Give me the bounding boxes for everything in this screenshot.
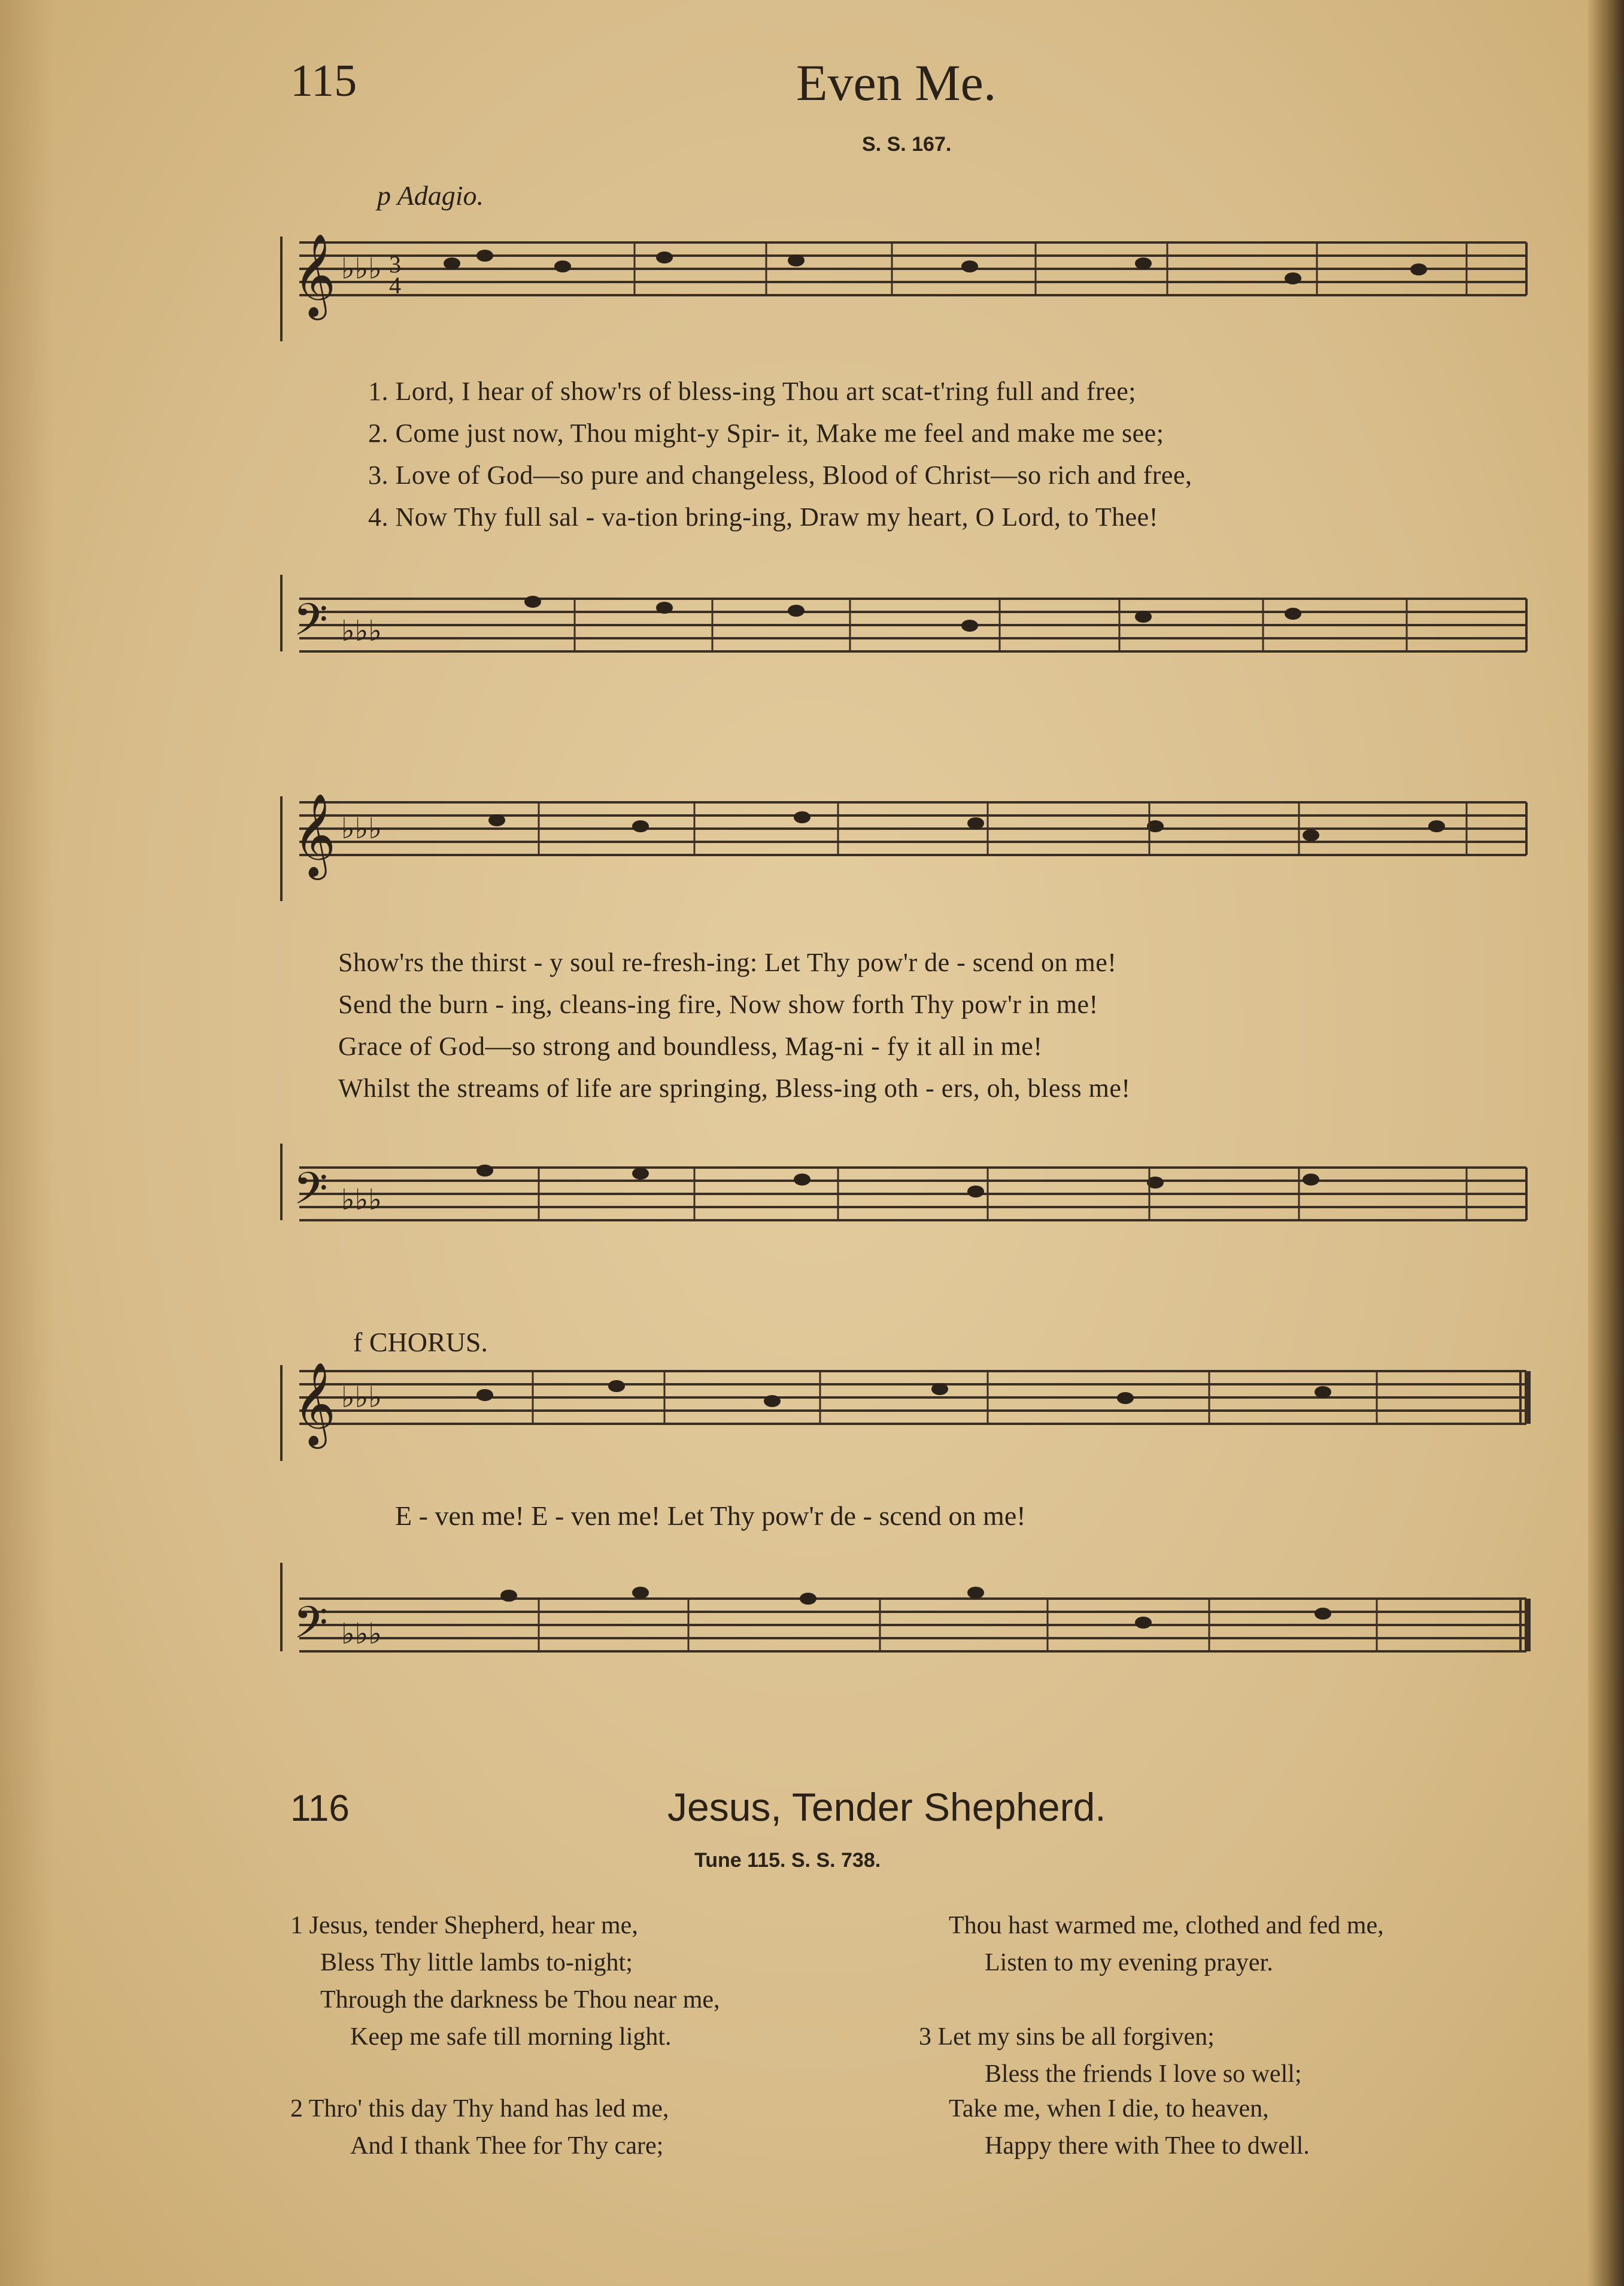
svg-text:♭♭♭: ♭♭♭ — [341, 1184, 382, 1216]
bass-staff-system-2 — [281, 1138, 1544, 1257]
chorus-label: f CHORUS. — [353, 1327, 488, 1357]
verse-3-line-1: 3. Love of God—so pure and changeless, Blood of Christ—so rich and free, — [368, 460, 1192, 490]
svg-text:𝄢: 𝄢 — [293, 594, 328, 657]
hymn-115-number: 115 — [290, 56, 357, 106]
svg-text:♭♭♭: ♭♭♭ — [341, 813, 382, 845]
svg-text:𝄞: 𝄞 — [293, 234, 336, 317]
stanza-1-line-1: 1 Jesus, tender Shepherd, hear me, — [290, 1912, 638, 1939]
svg-text:3: 3 — [389, 251, 401, 278]
treble-staff-system-1 — [281, 231, 1544, 350]
verse-1-line-2: Show'rs the thirst - y soul re-fresh-ing: Let Thy pow'r de - scend on me! — [338, 948, 1117, 977]
verse-2-line-2: Send the burn - ing, cleans-ing fire, Now show forth Thy pow'r in me! — [338, 990, 1098, 1019]
stanza-3-line-3: Take me, when I die, to heaven, — [949, 2095, 1269, 2123]
stanza-2-line-4: Listen to my evening prayer. — [985, 1949, 1273, 1976]
chorus-lyric: E - ven me! E - ven me! Let Thy pow'r de - scend on me! — [395, 1500, 1026, 1531]
hymn-116-tune-ref: Tune 115. S. S. 738. — [694, 1849, 881, 1872]
svg-text:♭♭♭: ♭♭♭ — [341, 1618, 382, 1650]
verse-1-line-1: 1. Lord, I hear of show'rs of bless-ing Thou art scat-t'ring full and free; — [368, 377, 1136, 406]
stanza-3-line-4: Happy there with Thee to dwell. — [985, 2132, 1310, 2160]
svg-text:♭♭♭: ♭♭♭ — [341, 1382, 382, 1414]
verse-3-line-2: Grace of God—so strong and boundless, Mag-ni - fy it all in me! — [338, 1032, 1043, 1061]
tempo-marking: p Adagio. — [377, 180, 484, 211]
stanza-1-line-3: Through the darkness be Thou near me, — [320, 1986, 720, 2014]
page-shadow-left — [0, 0, 54, 2286]
treble-staff-chorus — [281, 1359, 1544, 1467]
hymn-115-tune-ref: S. S. 167. — [862, 133, 952, 156]
verse-2-line-1: 2. Come just now, Thou might-y Spir- it, Make me feel and make me see; — [368, 419, 1164, 448]
svg-text:𝄢: 𝄢 — [293, 1163, 328, 1226]
verse-4-line-1: 4. Now Thy full sal - va-tion bring-ing, Draw my heart, O Lord, to Thee! — [368, 502, 1158, 532]
stanza-2-line-2: And I thank Thee for Thy care; — [350, 2132, 664, 2160]
stanza-1-line-2: Bless Thy little lambs to-night; — [320, 1949, 633, 1976]
hymn-116-number: 116 — [290, 1788, 350, 1829]
svg-text:4: 4 — [389, 272, 401, 299]
bass-staff-system-1 — [281, 575, 1544, 695]
stanza-2-line-1: 2 Thro' this day Thy hand has led me, — [290, 2095, 669, 2123]
verse-4-line-2: Whilst the streams of life are springing, Bless-ing oth - ers, oh, bless me! — [338, 1074, 1131, 1103]
hymn-115-title: Even Me. — [796, 54, 997, 111]
bass-staff-chorus — [281, 1557, 1544, 1676]
book-spine-edge — [1588, 0, 1624, 2286]
svg-text:♭♭♭: ♭♭♭ — [341, 616, 382, 647]
stanza-3-line-2: Bless the friends I love so well; — [985, 2060, 1302, 2088]
hymn-116-title: Jesus, Tender Shepherd. — [667, 1785, 1106, 1829]
svg-text:𝄞: 𝄞 — [293, 793, 336, 877]
svg-text:𝄞: 𝄞 — [293, 1362, 336, 1445]
svg-text:♭♭♭: ♭♭♭ — [341, 253, 382, 285]
treble-staff-system-2 — [281, 790, 1544, 910]
stanza-3-line-1: 3 Let my sins be all forgiven; — [919, 2023, 1215, 2051]
svg-text:𝄢: 𝄢 — [293, 1597, 328, 1660]
stanza-2-line-3: Thou hast warmed me, clothed and fed me, — [949, 1912, 1384, 1939]
stanza-1-line-4: Keep me safe till morning light. — [350, 2023, 672, 2051]
